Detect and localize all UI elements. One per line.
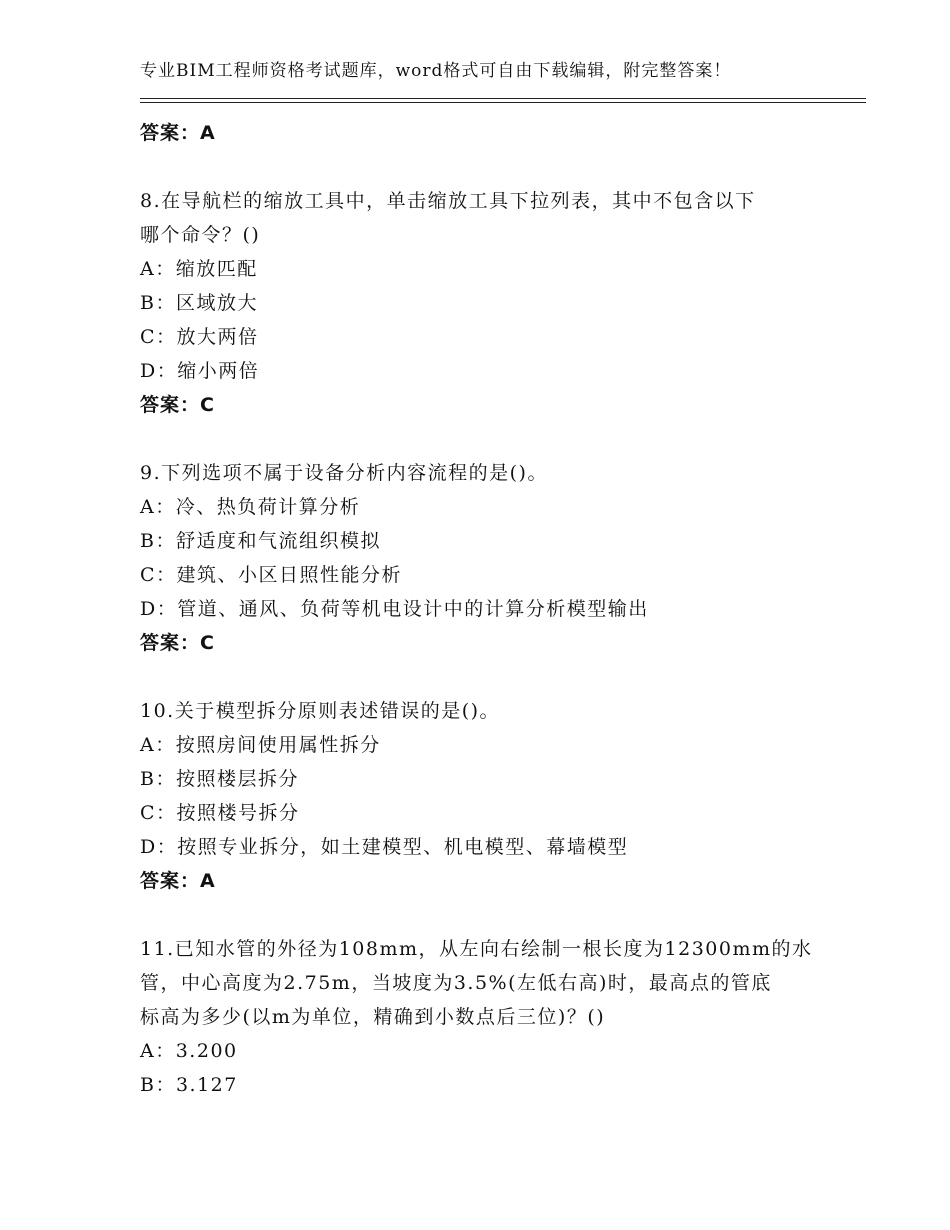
option-c: C：建筑、小区日照性能分析 bbox=[140, 564, 403, 586]
option-b: B：区域放大 bbox=[140, 292, 258, 314]
option-a: A：冷、热负荷计算分析 bbox=[140, 496, 361, 518]
header-divider-bottom bbox=[140, 102, 866, 103]
option-a: A：按照房间使用属性拆分 bbox=[140, 734, 381, 756]
option-a: A：缩放匹配 bbox=[140, 258, 258, 280]
option-a: A：3.200 bbox=[140, 1040, 238, 1062]
option-b: B：3.127 bbox=[140, 1074, 238, 1096]
question-content bbox=[140, 116, 813, 1102]
page-header: 专业BIM工程师资格考试题库，word格式可自由下载编辑，附完整答案！ bbox=[140, 61, 732, 81]
option-d: D：缩小两倍 bbox=[140, 360, 260, 382]
answer-label: 答案：A bbox=[140, 122, 216, 144]
question-stem-line: 8.在导航栏的缩放工具中，单击缩放工具下拉列表，其中不包含以下 bbox=[140, 190, 756, 212]
question-stem-line: 哪个命令？() bbox=[140, 224, 261, 246]
question-stem-line: 管，中心高度为2.75m，当坡度为3.5%(左低右高)时，最高点的管底 bbox=[140, 972, 772, 994]
answer-label: 答案：C bbox=[140, 632, 215, 654]
option-d: D：按照专业拆分，如土建模型、机电模型、幕墙模型 bbox=[140, 836, 629, 858]
option-c: C：放大两倍 bbox=[140, 326, 259, 348]
question-stem-line: 标高为多少(以m为单位，精确到小数点后三位)？() bbox=[140, 1006, 606, 1028]
question-8 bbox=[140, 184, 800, 422]
question-stem-line: 9.下列选项不属于设备分析内容流程的是()。 bbox=[140, 462, 548, 484]
option-d: D：管道、通风、负荷等机电设计中的计算分析模型输出 bbox=[140, 598, 649, 620]
header-divider-top bbox=[140, 98, 866, 99]
answer-label: 答案：C bbox=[140, 394, 215, 416]
answer-label: 答案：A bbox=[140, 870, 216, 892]
question-stem-line: 10.关于模型拆分原则表述错误的是()。 bbox=[140, 700, 501, 722]
question-9 bbox=[140, 456, 800, 660]
option-b: B：舒适度和气流组织模拟 bbox=[140, 530, 381, 552]
option-b: B：按照楼层拆分 bbox=[140, 768, 299, 790]
question-stem-line: 11.已知水管的外径为108mm，从左向右绘制一根长度为12300mm的水 bbox=[140, 938, 813, 960]
question-11 bbox=[140, 932, 813, 1102]
question-10 bbox=[140, 694, 800, 898]
option-c: C：按照楼号拆分 bbox=[140, 802, 300, 824]
